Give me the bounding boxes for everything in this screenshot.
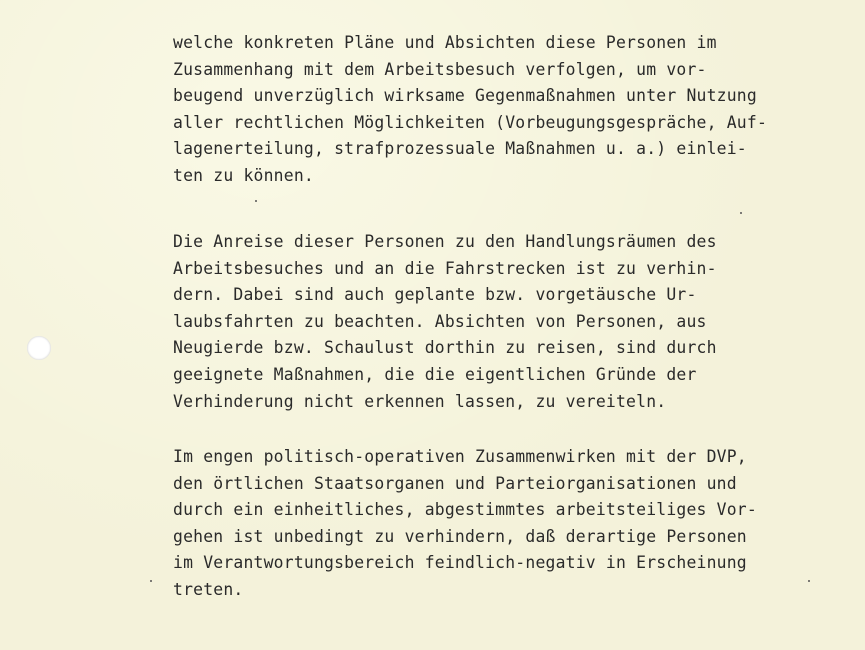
text-line: Zusammenhang mit dem Arbeitsbesuch verfolgen, um vor- (173, 59, 707, 79)
text-line: Im engen politisch-operativen Zusammenwirken mit der DVP, (173, 447, 747, 466)
paper-speck (255, 200, 257, 202)
text-line: welche konkreten Pläne und Absichten diese Personen im (173, 33, 717, 52)
text-line: treten. (173, 579, 244, 599)
text-line: durch ein einheitliches, abgestimmtes arbeitsteiliges Vor- (173, 500, 757, 520)
text-line: Arbeitsbesuches und an die Fahrstrecken ist zu verhin- (173, 258, 717, 278)
paragraph-3 (173, 444, 823, 604)
paper-speck (150, 580, 152, 582)
paper-speck (808, 580, 810, 582)
text-line: Die Anreise dieser Personen zu den Handlungsräumen des (173, 232, 717, 251)
text-line: ten zu können. (173, 165, 314, 185)
text-line: aller rechtlichen Möglichkeiten (Vorbeugungsgespräche, Auf- (173, 112, 768, 132)
text-line: den örtlichen Staatsorganen und Parteiorganisationen und (173, 473, 737, 493)
text-line: dern. Dabei sind auch geplante bzw. vorgetäusche Ur- (173, 285, 697, 305)
punch-hole (27, 336, 51, 360)
text-line: lagenerteilung, strafprozessuale Maßnahmen u. a.) einlei- (173, 139, 747, 159)
text-line: beugend unverzüglich wirksame Gegenmaßnahmen unter Nutzung (173, 86, 757, 106)
text-line: laubsfahrten zu beachten. Absichten von Personen, aus (173, 311, 707, 331)
text-line: geeignete Maßnahmen, die die eigentlichen Gründe der (173, 364, 697, 384)
text-line: im Verantwortungsbereich feindlich-negativ in Erscheinung (173, 553, 747, 573)
paragraph-1 (173, 30, 823, 190)
paragraph-2 (173, 229, 823, 415)
paper-speck (740, 212, 742, 214)
text-line: Verhinderung nicht erkennen lassen, zu vereiteln. (173, 391, 667, 411)
text-line: gehen ist unbedingt zu verhindern, daß derartige Personen (173, 526, 747, 546)
text-line: Neugierde bzw. Schaulust dorthin zu reisen, sind durch (173, 338, 717, 358)
